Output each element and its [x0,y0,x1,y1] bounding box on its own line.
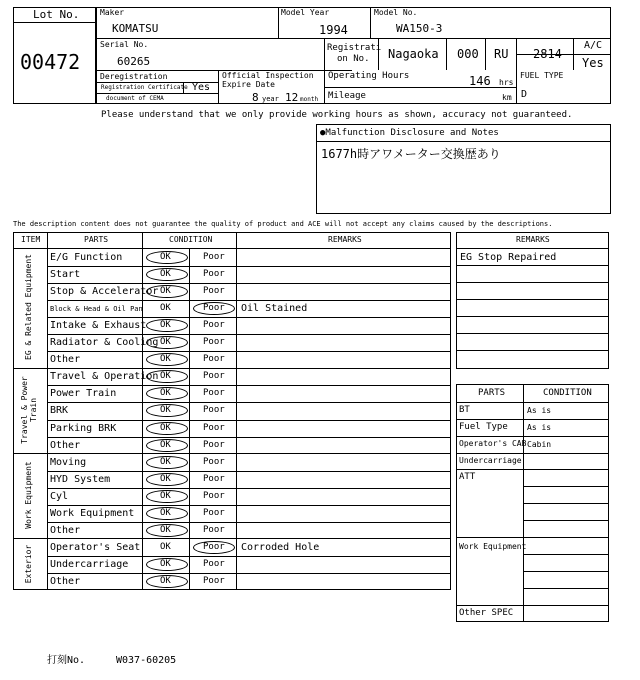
part-label: Stop & Accelerator [50,286,159,297]
remark-text: Corroded Hole [241,542,320,553]
spec-other-label: Other SPEC [459,608,514,618]
poor-option: Poor [203,474,225,484]
serial-value: 60265 [117,55,151,68]
ok-option: OK [160,423,171,433]
part-label: Moving [50,457,87,468]
group-label-work: Work Equipment [24,461,33,529]
spec-bt-value: As is [527,406,552,415]
selection-circle [146,353,188,366]
ok-option: OK [160,269,171,279]
poor-option: Poor [203,252,225,262]
selection-circle [146,404,188,417]
selection-circle [146,387,188,400]
model-year-label: Model Year [281,8,330,17]
selection-circle [146,319,188,332]
inspection-label-2: Expire Date [222,80,275,89]
model-no-value: WA150-3 [396,22,443,35]
parts-header: PARTS [84,235,109,244]
disclaimer-text: The description content does not guarantee the quality of product and ACE will not accept any claims caused by the descriptions. [13,220,553,228]
selection-circle [146,507,188,520]
part-label: HYD System [50,474,111,485]
model-year-value: 1994 [319,23,348,37]
spec-cab-label: Operator's CAB [459,439,527,448]
spec-fuel-value: As is [527,423,552,432]
month-unit: month [300,96,319,103]
lot-label: Lot No. [33,8,80,21]
ok-option: OK [160,337,171,347]
part-label: Parking BRK [50,423,117,434]
part-label: Operator's Seat [50,542,141,553]
spec-att-label: ATT [459,472,476,482]
footer-label: 打刻No. [47,655,86,666]
ok-option: OK [160,354,171,364]
poor-option: Poor [203,457,225,467]
reg-city: Nagaoka [388,47,439,61]
ok-option: OK [160,491,171,501]
ok-option: OK [160,440,171,450]
part-label: E/G Function [50,252,123,263]
registration-label-2: on No. [337,54,370,64]
footer-value: W037-60205 [116,655,177,666]
reg-ru: RU [494,47,509,61]
spec-undercarriage-label: Undercarriage [459,456,522,465]
serial-label: Serial No. [100,40,149,49]
selection-circle [146,473,188,486]
ok-option: OK [160,303,171,313]
ok-option: OK [160,252,171,262]
spec-cab-value: Cabin [527,440,552,449]
poor-option: Poor [203,320,225,330]
reg-cert-label: Registration Certificate [101,84,188,91]
ok-option: OK [160,320,171,330]
part-label: Work Equipment [50,508,135,519]
ok-option: OK [160,525,171,535]
selection-circle [146,422,188,435]
deregistration-label: Deregistration [100,72,168,81]
selection-circle [146,524,188,537]
group-label-exterior: Exterior [24,544,33,584]
part-label: Start [50,269,81,280]
part-label: Other [50,354,81,365]
poor-option: Poor [203,576,225,586]
part-label: BRK [50,405,69,416]
selection-circle [146,370,188,383]
reg-cert-value: Yes [192,82,211,93]
operating-hours-label: Operating Hours [328,71,410,81]
ac-label: A/C [584,40,603,51]
km-unit: km [502,93,512,102]
operating-hours-value: 146 [469,74,491,88]
part-label: Undercarriage [50,559,129,570]
selection-circle [146,336,188,349]
poor-option: Poor [203,508,225,518]
spec-bt-label: BT [459,405,470,415]
selection-circle [146,285,188,298]
right-row-line [456,316,609,317]
ok-option: OK [160,474,171,484]
poor-option: Poor [203,388,225,398]
condition-header: CONDITION [169,235,213,244]
part-label: Block & Head & Oil Pan [50,305,143,313]
inspection-year: 8 [252,91,259,104]
part-label: Power Train [50,388,117,399]
selection-circle [193,302,235,315]
part-label: Cyl [50,491,69,502]
ok-option: OK [160,576,171,586]
malfunction-text: 1677h時アワメーター交換歴あり [321,147,501,161]
maker-label: Maker [100,8,125,17]
poor-option: Poor [203,303,225,313]
group-label-eg: EG & Related Equipment [24,254,33,360]
remarks-header: REMARKS [328,235,362,244]
selection-circle [146,456,188,469]
part-label: Travel & Operation [50,371,159,382]
notice-text: Please understand that we only provide working hours as shown, accuracy not guaranteed. [101,110,573,120]
right-row-line [456,350,609,351]
selection-circle [146,490,188,503]
right-row-line [456,299,609,300]
ok-option: OK [160,405,171,415]
part-label: Other [50,525,81,536]
right-row-line [456,282,609,283]
part-label: Intake & Exhaust [50,320,147,331]
inspection-label-1: Official Inspection [222,71,314,80]
poor-option: Poor [203,269,225,279]
spec-parts-header: PARTS [478,388,506,398]
hrs-unit: hrs [499,78,514,87]
spec-fuel-label: Fuel Type [459,422,508,432]
maker-value: KOMATSU [112,22,159,35]
poor-option: Poor [203,405,225,415]
selection-circle [193,541,235,554]
right-remark-first: EG Stop Repaired [460,252,557,263]
part-label: Radiator & Cooling [50,337,159,348]
poor-option: Poor [203,491,225,501]
ok-option: OK [160,508,171,518]
part-label: Other [50,576,81,587]
spec-work-equipment-label: Work Equipment [459,542,527,551]
group-label-travel: Travel & Power Train [20,376,38,444]
reg-num1: 000 [457,47,479,61]
poor-option: Poor [203,423,225,433]
poor-option: Poor [203,354,225,364]
poor-option: Poor [203,371,225,381]
inspection-month: 12 [285,91,299,104]
ac-value: Yes [582,56,604,70]
mileage-label: Mileage [328,91,366,101]
fuel-type-value: D [521,89,528,100]
part-label: Other [50,440,81,451]
item-header: ITEM [21,235,41,244]
right-row-line [456,265,609,266]
selection-circle [146,268,188,281]
model-no-label: Model No. [374,8,418,17]
ok-option: OK [160,388,171,398]
right-remarks-header: REMARKS [516,235,550,244]
spec-condition-header: CONDITION [543,388,592,398]
malfunction-title: ●Malfunction Disclosure and Notes [320,128,499,138]
ok-option: OK [160,286,171,296]
poor-option: Poor [203,440,225,450]
poor-option: Poor [203,525,225,535]
remark-text: Oil Stained [241,303,308,314]
poor-option: Poor [203,337,225,347]
selection-circle [146,575,188,588]
ok-option: OK [160,559,171,569]
right-row-line [456,333,609,334]
registration-label-1: Registrati [327,43,382,53]
ok-option: OK [160,542,171,552]
selection-circle [146,558,188,571]
poor-option: Poor [203,286,225,296]
fuel-type-label: FUEL TYPE [520,71,564,80]
reg-num2: 2814 [533,47,562,61]
year-unit: year [262,95,279,103]
lot-number: 00472 [20,50,81,74]
ok-option: OK [160,457,171,467]
cema-label: document of CEMA [106,95,164,102]
ok-option: OK [160,371,171,381]
selection-circle [146,251,188,264]
poor-option: Poor [203,559,225,569]
poor-option: Poor [203,542,225,552]
selection-circle [146,439,188,452]
